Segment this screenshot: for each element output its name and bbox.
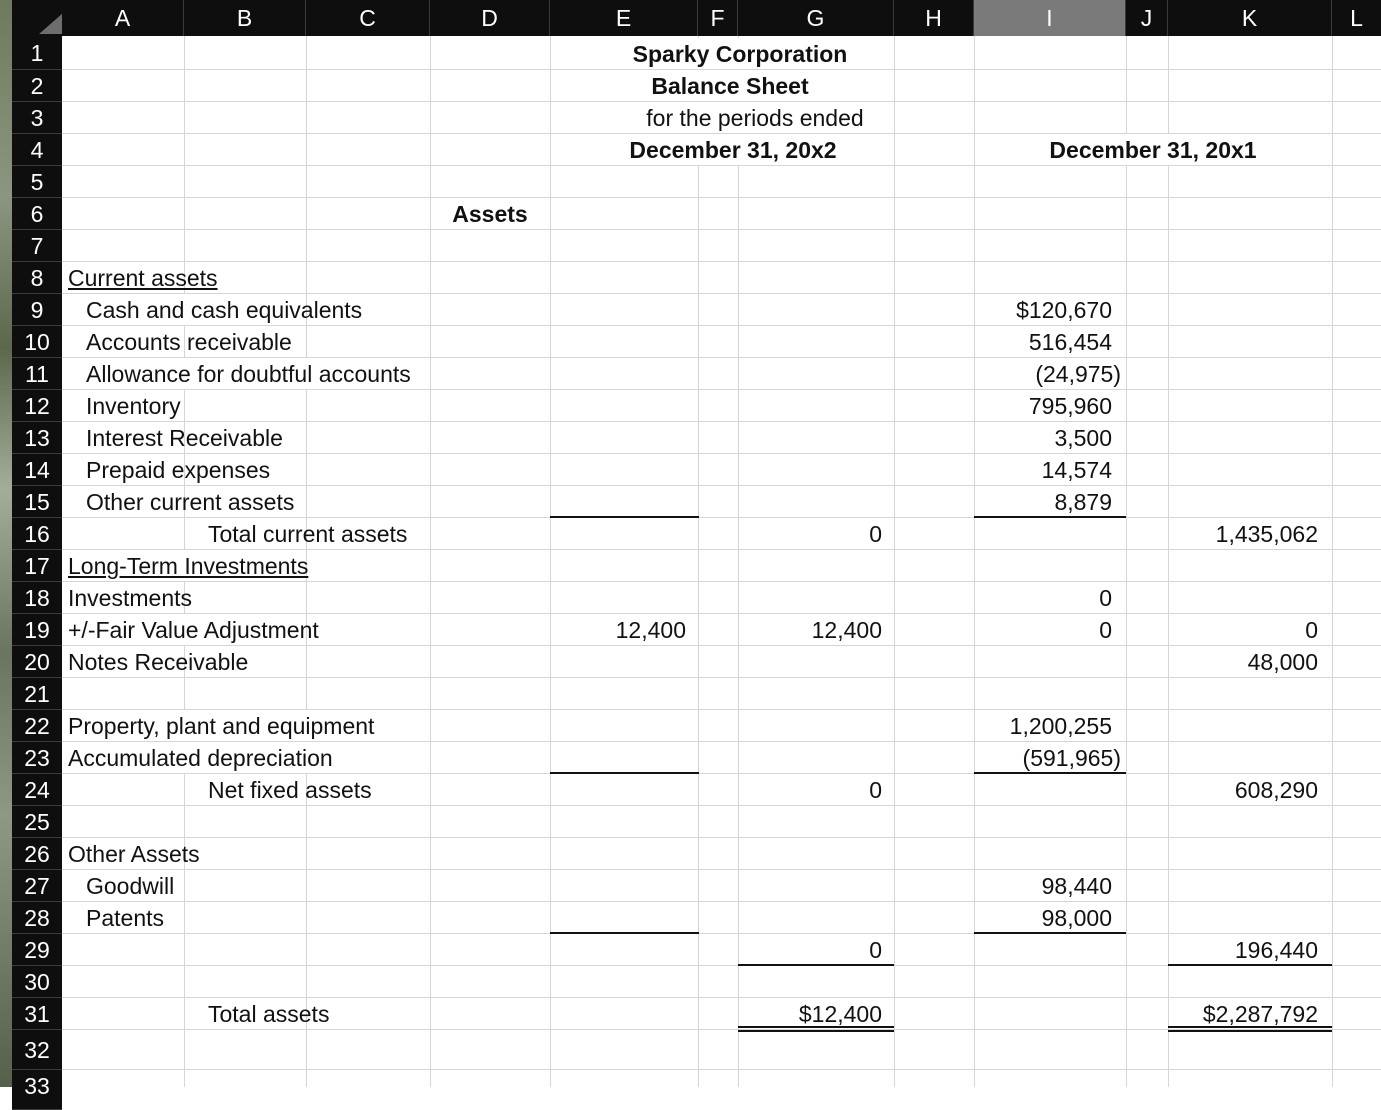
row-header-13[interactable]: 13 — [12, 422, 62, 454]
select-all-corner[interactable] — [12, 0, 62, 36]
row-header-21[interactable]: 21 — [12, 678, 62, 710]
label-accumulated-depreciation[interactable]: Accumulated depreciation — [68, 745, 333, 771]
value-fva-e[interactable]: 12,400 — [615, 617, 686, 643]
period-prior-header[interactable]: December 31, 20x1 — [1049, 137, 1257, 163]
column-header-g[interactable]: G — [738, 0, 894, 36]
period-current-header[interactable]: December 31, 20x2 — [629, 137, 837, 163]
label-total-assets[interactable]: Total assets — [208, 1001, 330, 1027]
label-prepaid-expenses[interactable]: Prepaid expenses — [86, 457, 271, 483]
row-header-4[interactable]: 4 — [12, 134, 62, 166]
value-goodwill-i[interactable]: 98,440 — [1041, 873, 1112, 899]
double-border-k31 — [1168, 1026, 1332, 1032]
border-i15-bottom — [974, 516, 1126, 518]
column-header-a[interactable]: A — [62, 0, 184, 36]
column-header-k[interactable]: K — [1168, 0, 1332, 36]
label-net-fixed-assets[interactable]: Net fixed assets — [208, 777, 372, 803]
value-row29-k[interactable]: 196,440 — [1234, 937, 1318, 963]
value-total-current-k[interactable]: 1,435,062 — [1215, 521, 1318, 547]
column-header-b[interactable]: B — [184, 0, 306, 36]
label-other-current-assets[interactable]: Other current assets — [86, 489, 295, 515]
border-i28-bottom — [974, 932, 1126, 934]
label-goodwill[interactable]: Goodwill — [86, 873, 175, 899]
row-header-18[interactable]: 18 — [12, 582, 62, 614]
border-e23-bottom — [550, 772, 699, 774]
row-header-25[interactable]: 25 — [12, 806, 62, 838]
label-notes-receivable[interactable]: Notes Receivable — [68, 649, 249, 675]
gridline-v — [1126, 36, 1127, 1087]
desktop-background-strip — [0, 0, 12, 1087]
row-header-5[interactable]: 5 — [12, 166, 62, 198]
row-header-6[interactable]: 6 — [12, 198, 62, 230]
label-investments[interactable]: Investments — [68, 585, 192, 611]
statement-title[interactable]: Balance Sheet — [651, 73, 809, 99]
period-subtitle[interactable]: for the periods ended — [646, 105, 864, 131]
value-net-fixed-k[interactable]: 608,290 — [1234, 777, 1318, 803]
row-header-10[interactable]: 10 — [12, 326, 62, 358]
section-heading-assets[interactable]: Assets — [452, 201, 528, 227]
gridline-v — [894, 36, 895, 1087]
value-ppe-i[interactable]: 1,200,255 — [1009, 713, 1112, 739]
gridline-h — [62, 197, 1381, 198]
column-header-d[interactable]: D — [430, 0, 550, 36]
label-patents[interactable]: Patents — [86, 905, 164, 931]
row-header-20[interactable]: 20 — [12, 646, 62, 678]
row-header-12[interactable]: 12 — [12, 390, 62, 422]
row-header-3[interactable]: 3 — [12, 102, 62, 134]
border-e28-bottom — [550, 932, 699, 934]
value-patents-i[interactable]: 98,000 — [1041, 905, 1112, 931]
company-name[interactable]: Sparky Corporation — [632, 41, 848, 67]
gridline-h — [62, 837, 1381, 838]
row-header-30[interactable]: 30 — [12, 966, 62, 998]
label-cash[interactable]: Cash and cash equivalents — [86, 297, 363, 323]
row-header-16[interactable]: 16 — [12, 518, 62, 550]
row-header-19[interactable]: 19 — [12, 614, 62, 646]
column-header-j[interactable]: J — [1126, 0, 1168, 36]
value-row29-g[interactable]: 0 — [869, 937, 882, 963]
value-prepaid-i[interactable]: 14,574 — [1041, 457, 1112, 483]
column-header-l[interactable]: L — [1332, 0, 1381, 36]
value-fva-k[interactable]: 0 — [1305, 617, 1318, 643]
row-header-15[interactable]: 15 — [12, 486, 62, 518]
column-header-f[interactable]: F — [698, 0, 738, 36]
gridline-h — [62, 261, 1381, 262]
border-i23-bottom — [974, 772, 1126, 774]
row-header-27[interactable]: 27 — [12, 870, 62, 902]
row-header-1[interactable]: 1 — [12, 36, 62, 70]
label-allowance[interactable]: Allowance for doubtful accounts — [86, 361, 411, 387]
value-ar-i[interactable]: 516,454 — [1028, 329, 1112, 355]
row-header-14[interactable]: 14 — [12, 454, 62, 486]
label-inventory[interactable]: Inventory — [86, 393, 181, 419]
value-net-fixed-g[interactable]: 0 — [869, 777, 882, 803]
row-header-26[interactable]: 26 — [12, 838, 62, 870]
value-total-current-g[interactable]: 0 — [869, 521, 882, 547]
row-header-17[interactable]: 17 — [12, 550, 62, 582]
value-interest-i[interactable]: 3,500 — [1054, 425, 1112, 451]
value-total-assets-g[interactable]: $12,400 — [798, 1001, 882, 1027]
row-header-29[interactable]: 29 — [12, 934, 62, 966]
value-investments-i[interactable]: 0 — [1099, 585, 1112, 611]
gridline-v — [430, 36, 431, 1087]
value-notes-k[interactable]: 48,000 — [1247, 649, 1318, 675]
label-current-assets[interactable]: Current assets — [68, 265, 218, 291]
row-header-24[interactable]: 24 — [12, 774, 62, 806]
value-fva-i[interactable]: 0 — [1099, 617, 1112, 643]
label-accounts-receivable[interactable]: Accounts receivable — [86, 329, 292, 355]
column-header-h[interactable]: H — [894, 0, 974, 36]
value-inventory-i[interactable]: 795,960 — [1028, 393, 1112, 419]
row-header-11[interactable]: 11 — [12, 358, 62, 390]
label-ppe[interactable]: Property, plant and equipment — [68, 713, 375, 739]
row-header-31[interactable]: 31 — [12, 998, 62, 1030]
value-cash-i[interactable]: $120,670 — [1016, 297, 1112, 323]
value-accum-dep-i[interactable]: (591,965) — [1022, 745, 1121, 771]
row-header-23[interactable]: 23 — [12, 742, 62, 774]
label-other-assets[interactable]: Other Assets — [68, 841, 200, 867]
row-header-2[interactable]: 2 — [12, 70, 62, 102]
value-allowance-i[interactable]: (24,975) — [1035, 361, 1121, 387]
column-header-e[interactable]: E — [550, 0, 698, 36]
gridline-h — [62, 869, 1381, 870]
column-header-i[interactable]: I — [974, 0, 1126, 36]
row-header-7[interactable]: 7 — [12, 230, 62, 262]
value-fva-g[interactable]: 12,400 — [811, 617, 882, 643]
label-total-current-assets[interactable]: Total current assets — [208, 521, 408, 547]
column-header-c[interactable]: C — [306, 0, 430, 36]
gridline-h — [62, 901, 1381, 902]
row-header-22[interactable]: 22 — [12, 710, 62, 742]
gridline-v — [1332, 36, 1333, 1087]
row-header-28[interactable]: 28 — [12, 902, 62, 934]
label-long-term-investments[interactable]: Long-Term Investments — [68, 553, 309, 579]
gridline-v — [698, 36, 699, 1087]
value-total-assets-k[interactable]: $2,287,792 — [1202, 1001, 1318, 1027]
border-g29-bottom — [738, 964, 894, 966]
gridline-v — [550, 36, 551, 1087]
row-header-32[interactable]: 32 — [12, 1030, 62, 1070]
label-fair-value-adjustment[interactable]: +/-Fair Value Adjustment — [68, 617, 319, 643]
gridline-v — [738, 36, 739, 1087]
border-k29-bottom — [1168, 964, 1332, 966]
row-header-9[interactable]: 9 — [12, 294, 62, 326]
row-header-33[interactable]: 33 — [12, 1070, 62, 1110]
gridline-h — [62, 1069, 1381, 1070]
label-interest-receivable[interactable]: Interest Receivable — [86, 425, 283, 451]
border-e15-bottom — [550, 516, 699, 518]
gridline-v — [1168, 36, 1169, 1087]
double-border-g31 — [738, 1026, 894, 1032]
row-header-8[interactable]: 8 — [12, 262, 62, 294]
value-other-current-i[interactable]: 8,879 — [1054, 489, 1112, 515]
gridline-h — [62, 229, 1381, 230]
